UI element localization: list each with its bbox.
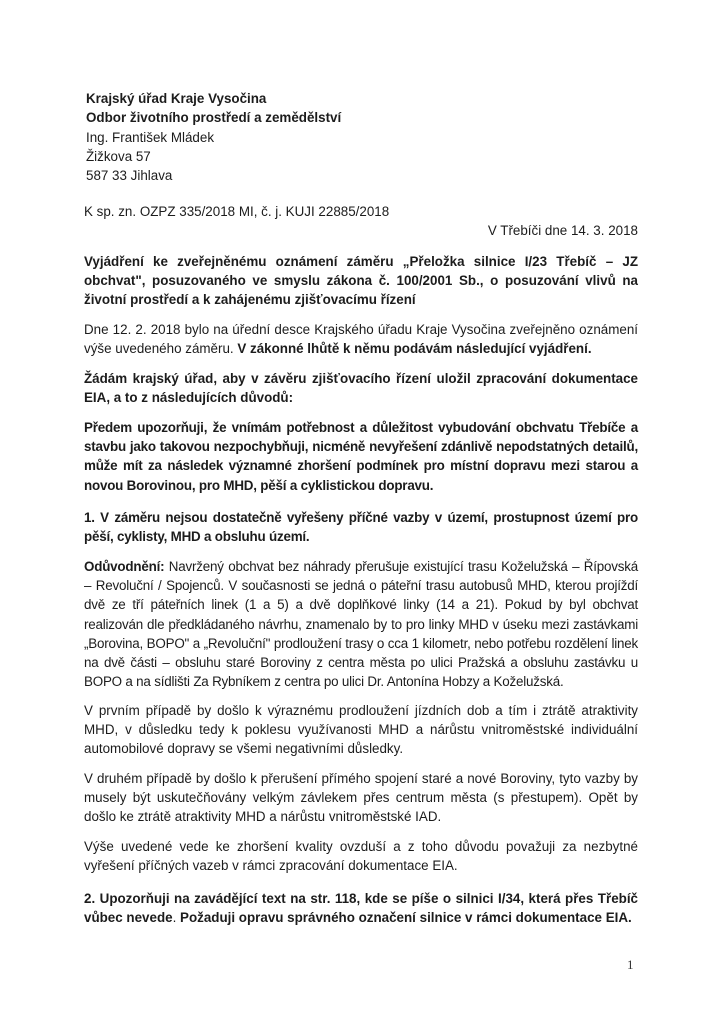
point-2-text: 2. Upozorňuji na zavádějící text na str. 118, kde se píše o silnici I/34, která přes Třebíč vůbec nevede <box>84 891 638 926</box>
intro-text: Dne 12. 2. 2018 bylo na úřední desce Krajského úřadu Kraje Vysočina zveřejněno oznámení výše uvedeného záměru. <box>84 322 638 357</box>
point-1-title: 1. V záměru nejsou dostatečně vyřešeny příčné vazby v území, prostupnost území pro pěší, cyklisty, MHD a obsluhu území. <box>84 510 638 545</box>
point-2-request: Požaduji opravu správného označení silnice v rámci dokumentace EIA. <box>180 910 632 926</box>
addressee-block <box>86 89 341 185</box>
reasoning-label: Odůvodnění: <box>84 559 165 574</box>
conclusion-paragraph: Výše uvedené vede ke zhoršení kvality ovzduší a z toho důvodu považuji za nezbytné vyřešení příčných vazeb v rámci zpracování dokumentace EIA. <box>84 839 638 874</box>
reference-number: K sp. zn. OZPZ 335/2018 MI, č. j. KUJI 22885/2018 <box>84 204 390 219</box>
point-2-separator: . <box>172 910 181 926</box>
point-2-paragraph <box>84 889 638 927</box>
addressee-city: 587 33 Jihlava <box>86 168 173 184</box>
addressee-office: Krajský úřad Kraje Vysočina <box>86 91 267 106</box>
intro-paragraph <box>84 320 638 358</box>
request-paragraph: Žádám krajský úřad, aby v závěru zjišťovacího řízení uložil zpracování dokumentace EIA, a to z následujících důvodů: <box>84 371 638 406</box>
addressee-department: Odbor životního prostředí a zemědělství <box>86 110 342 126</box>
subject-heading: Vyjádření ke zveřejněnému oznámení záměru „Přeložka silnice I/23 Třebíč – JZ obchvat", posuzovaného ve smyslu zákona č. 100/2001 Sb., o posuzování vlivů na životní prostředí a k zahájenému zjišťovacímu řízení <box>84 254 638 308</box>
addressee-person: Ing. František Mládek <box>86 129 215 145</box>
addressee-street: Žižkova 57 <box>86 148 151 164</box>
reasoning-text: Navržený obchvat bez náhrady přerušuje existující trasu Koželužská – Řípovská – Revoluční / Spojenců. V současnosti se jedná o páteřní trasu autobusů MHD, kterou projíždí dvě ze tří páteřních linek (1 a 5) a dvě doplňkové linky (14 a 21). Pokud by byl obchvat realizován dle předkládaného návrhu, znamenalo by to pro linky MHD v úseku mezi zastávkami „Borovina, BOPO" a „Revoluční" prodloužení trasy o cca 1 kilometr, nebo potřebu rozdělení linek na dvě části – obsluhu staré Boroviny z centra města po ulici Pražská a obsluhu zastávku u BOPO a na sídlišti Za Rybníkem z centra po ulici Dr. Antonína Hobzy a Koželužská. <box>84 559 638 690</box>
case-1-paragraph: V prvním případě by došlo k výraznému prodloužení jízdních dob a tím i ztrátě atraktivity MHD, v důsledku tedy k poklesu využívanosti MHD a nárůstu vnitroměstské individuální automobilové dopravy se všemi negativními důsledky. <box>84 703 638 757</box>
place-date: V Třebíči dne 14. 3. 2018 <box>487 223 638 238</box>
intro-bold-text: V zákonné lhůtě k němu podávám následující vyjádření. <box>237 341 592 357</box>
preface-paragraph: Předem upozorňuji, že vnímám potřebnost a důležitost vybudování obchvatu Třebíče a stavbu jako takovou nezpochybňuji, nicméně nevyřešení zdánlivě nepodstatných detailů, může mít za následek významné zhoršení podmínek pro místní dopravu mezi starou a novou Borovinou, pro MHD, pěší a cyklistickou dopravu. <box>84 420 638 493</box>
point-1-reasoning <box>84 557 638 691</box>
case-2-paragraph: V druhém případě by došlo k přerušení přímého spojení staré a nové Boroviny, tyto vazby by musely být uskutečňovány velkým závlekem přes centrum města (s přestupem). Opět by došlo ke ztrátě atraktivity MHD a nárůstu vnitroměstské IAD. <box>84 771 638 825</box>
page-number: 1 <box>627 957 634 972</box>
